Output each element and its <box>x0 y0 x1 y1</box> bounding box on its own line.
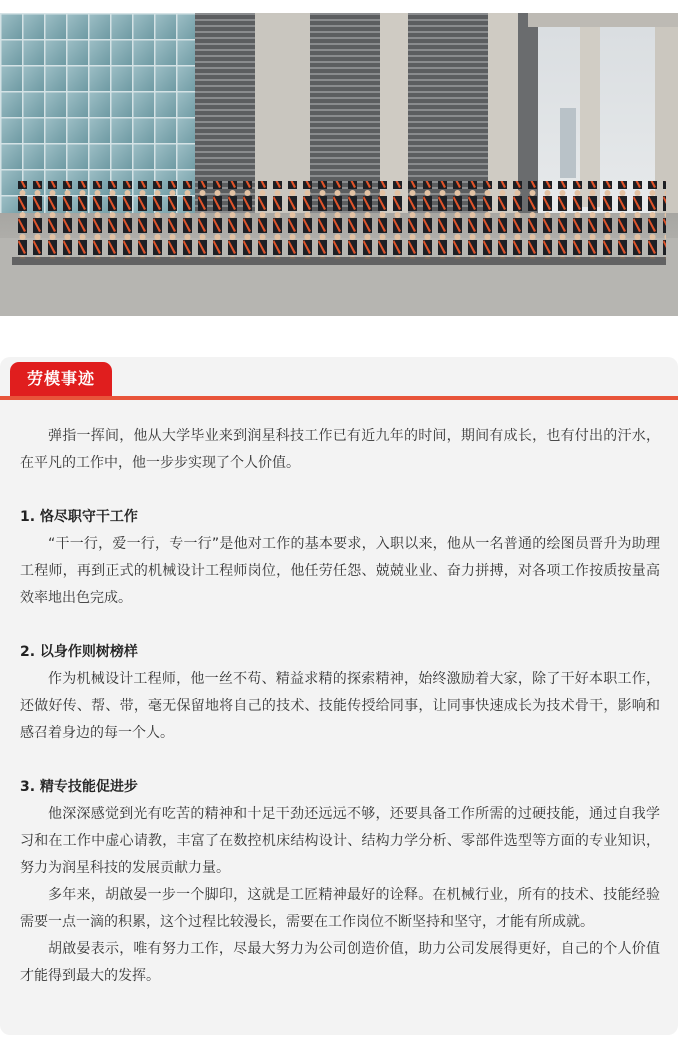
section-divider <box>0 396 678 400</box>
section-3-paragraph-3: 胡啟晏表示，唯有努力工作，尽最大努力为公司创造价值，助力公司发展得更好，自己的个人价值才能得到最大的发挥。 <box>20 941 660 984</box>
article-content <box>20 423 660 990</box>
section-2-paragraph: 作为机械设计工程师，他一丝不苟、精益求精的探索精神，始终激励着大家，除了干好本职工作，还做好传、帮、带，毫无保留地将自己的技术、技能传授给同事，让同事快速成长为技术骨干，影响和感召着身边的每一个人。 <box>20 671 660 741</box>
intro-paragraph: 弹指一挥间，他从大学毕业来到润星科技工作已有近九年的时间，期间有成长，也有付出的汗水，在平凡的工作中，他一步步实现了个人价值。 <box>20 428 660 471</box>
group-photo <box>0 13 678 316</box>
section-heading-2: 2. 以身作则树榜样 <box>20 644 138 660</box>
section-3-paragraph-2: 多年来，胡啟晏一步一个脚印，这就是工匠精神最好的诠释。在机械行业，所有的技术、技能经验需要一点一滴的积累，这个过程比较漫长，需要在工作岗位不断坚持和坚守，才能有所成就。 <box>20 887 660 930</box>
model-worker-card <box>0 357 678 1035</box>
section-title-tab: 劳模事迹 <box>10 362 112 396</box>
section-heading-1: 1. 恪尽职守干工作 <box>20 509 138 525</box>
section-heading-3: 3. 精专技能促进步 <box>20 779 138 795</box>
section-3-paragraph-1: 他深深感觉到光有吃苦的精神和十足干劲还远远不够，还要具备工作所需的过硬技能，通过自我学习和在工作中虚心请教，丰富了在数控机床结构设计、结构力学分析、零部件选型等方面的专业知识，努力为润星科技的发展贡献力量。 <box>20 806 660 876</box>
section-1-paragraph: “干一行，爱一行，专一行”是他对工作的基本要求，入职以来，他从一名普通的绘图员晋升为助理工程师，再到正式的机械设计工程师岗位，他任劳任怨、兢兢业业、奋力拼搏，对各项工作按质按量高效率地出色完成。 <box>20 536 660 606</box>
